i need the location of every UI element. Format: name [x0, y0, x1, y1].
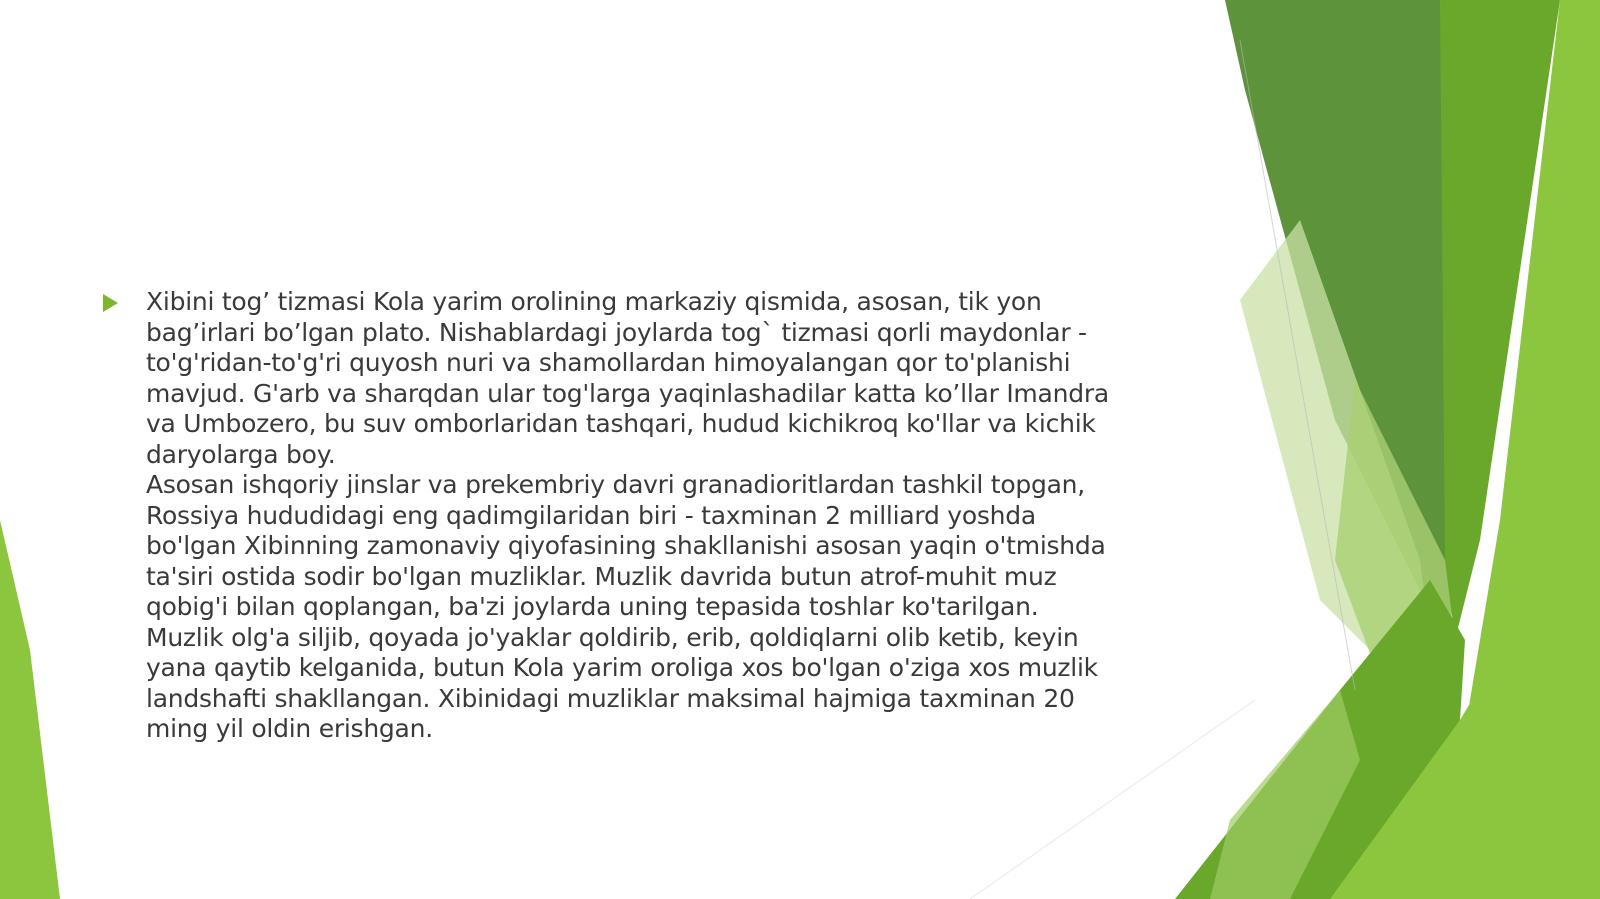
text-line: Rossiya hududidagi eng qadimgilaridan biri - taxminan 2 milliard yoshda: [146, 500, 1036, 530]
left-green-shape: [0, 520, 60, 899]
bullet-item: [100, 287, 1200, 745]
text-line: daryolarga boy.: [146, 439, 336, 469]
text-line: ming yil oldin erishgan.: [146, 714, 433, 743]
bullet-paragraph: [146, 287, 1200, 745]
text-line: va Umbozero, bu suv omborlaridan tashqari, hudud kichikroq ko'llar va kichik: [146, 409, 1096, 438]
text-line: bag’irlari bo’lgan plato. Nishablardagi joylarda tog` tizmasi qorli maydonlar -: [146, 317, 1087, 347]
text-line: bo'lgan Xibinning zamonaviy qiyofasining shakllanishi asosan yaqin o'tmishda: [146, 531, 1106, 560]
text-line: ta'siri ostida sodir bo'lgan muzliklar. Muzlik davrida butun atrof-muhit muz: [146, 561, 1057, 591]
text-line: qobig'i bilan qoplangan, ba'zi joylarda uning tepasida toshlar ko'tarilgan.: [146, 592, 1039, 621]
triangle-right-icon: [103, 294, 118, 312]
text-line: Xibini tog’ tizmasi Kola yarim orolining markaziy qismida, asosan, tik yon: [146, 287, 1042, 316]
text-line: landshafti shakllangan. Xibinidagi muzliklar maksimal hajmiga taxminan 20: [146, 683, 1075, 713]
text-line: yana qaytib kelganida, butun Kola yarim oroliga xos bo'lgan o'ziga xos muzlik: [146, 653, 1098, 682]
content-area: [100, 287, 1200, 745]
text-line: to'g'ridan-to'g'ri quyosh nuri va shamollardan himoyalangan qor to'planishi: [146, 348, 1071, 377]
text-line: Muzlik olg'a siljib, qoyada jo'yaklar qoldirib, erib, qoldiqlarni olib ketib, keyin: [146, 622, 1079, 652]
text-line: Asosan ishqoriy jinslar va prekembriy davri granadioritlardan tashkil topgan,: [146, 470, 1085, 499]
text-line: mavjud. G'arb va sharqdan ular tog'larga yaqinlashadilar katta ko’llar Imandra: [146, 378, 1109, 408]
